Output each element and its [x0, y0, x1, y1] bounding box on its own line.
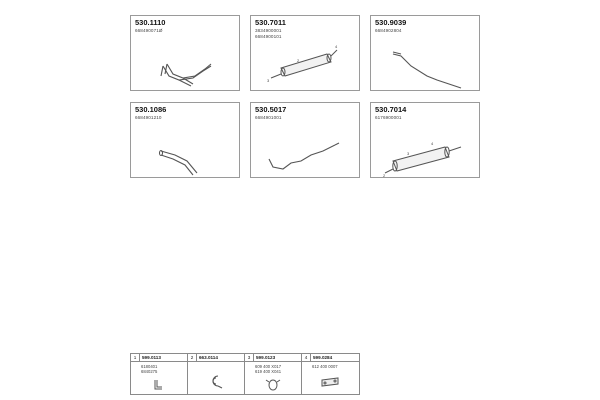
part-card-530-7011[interactable] — [250, 15, 360, 91]
accessory-code: 599.0284 — [313, 355, 333, 360]
accessory-reference: 6840275 — [141, 369, 158, 374]
clamp-ring-icon — [245, 354, 302, 394]
accessory-number: 2 — [188, 354, 197, 361]
part-card-530-7014[interactable] — [370, 102, 480, 178]
accessory-code: 599.0123 — [256, 355, 276, 360]
accessory-cell[interactable] — [245, 354, 302, 394]
callout-label: 2 — [383, 173, 386, 178]
exhaust-pipe-drawing — [371, 16, 481, 92]
part-reference: 6684901210 — [135, 115, 162, 120]
callout-label: 4 — [431, 141, 434, 146]
accessory-code: 663.0114 — [199, 355, 218, 360]
accessory-number: 3 — [245, 354, 254, 361]
callout-label: 3 — [407, 151, 410, 156]
accessory-number: 4 — [302, 354, 311, 361]
exhaust-pipe-drawing — [251, 103, 361, 179]
part-number: 530.1086 — [135, 105, 167, 114]
muffler-drawing — [251, 16, 361, 92]
part-number: 530.1110 — [135, 18, 166, 27]
callout-label: 2 — [297, 58, 300, 63]
callout-label: 3 — [267, 78, 270, 83]
accessory-reference: 609 400 X017 — [255, 364, 282, 369]
part-card-530-1110[interactable] — [130, 15, 240, 91]
callout-label: 4 — [335, 44, 338, 49]
part-number: 530.9039 — [375, 18, 407, 27]
accessory-code: 599.0113 — [142, 355, 161, 360]
accessories-table — [130, 353, 360, 395]
part-reference: 3834900001 — [255, 28, 282, 33]
part-reference: 6684900101 — [255, 34, 282, 39]
part-reference: 6176900001 — [375, 115, 402, 120]
part-reference: 6684902804 — [375, 28, 402, 33]
part-number: 530.7011 — [255, 18, 286, 27]
accessory-cell[interactable] — [131, 354, 188, 394]
accessory-cell[interactable] — [302, 354, 359, 394]
accessory-reference: 6180401 — [141, 364, 158, 369]
part-card-530-9039[interactable] — [370, 15, 480, 91]
part-card-530-5017[interactable] — [250, 102, 360, 178]
clamp-icon — [188, 354, 245, 394]
part-number: 530.7014 — [375, 105, 407, 114]
exhaust-pipe-drawing — [131, 103, 241, 179]
accessory-cell[interactable] — [188, 354, 245, 394]
accessory-reference: 612 400 0007 — [312, 364, 338, 369]
muffler-drawing — [371, 103, 481, 179]
accessory-number: 1 — [131, 354, 140, 361]
exhaust-pipe-drawing — [131, 16, 241, 92]
bracket-icon — [131, 354, 188, 394]
part-card-530-1086[interactable] — [130, 102, 240, 178]
part-number: 530.5017 — [255, 105, 287, 114]
accessory-reference: 619 400 X041 — [255, 369, 282, 374]
part-reference: 6684901001 — [255, 115, 282, 120]
part-reference: 668490071Ø — [135, 28, 163, 33]
rubber-mount-icon — [302, 354, 359, 394]
